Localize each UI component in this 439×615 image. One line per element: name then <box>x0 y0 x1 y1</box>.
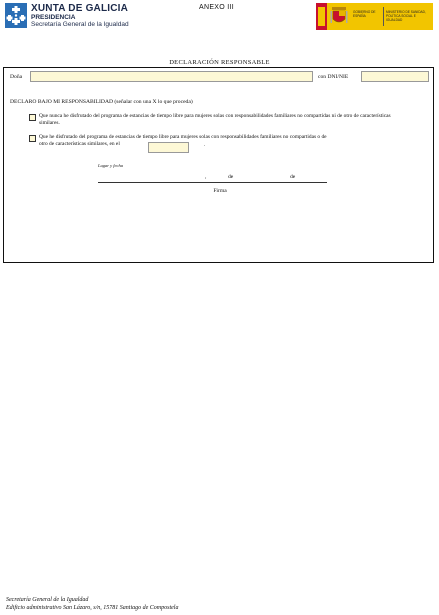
footer-org: Secretaría General de la Igualdad <box>6 597 89 603</box>
government-text: GOBIERNO DE ESPAÑA <box>353 10 376 18</box>
spain-flag-stripe <box>318 7 325 26</box>
ministry-text: MINISTERIO DE SANIDAD, POLÍTICA SOCIAL E IGUALDAD <box>386 10 426 22</box>
dni-label: con DNI/NIE <box>318 74 349 80</box>
signature-comma: , <box>205 174 207 180</box>
option-enjoyed-period: . <box>204 142 206 148</box>
option-enjoyed-text-continued: otro de características similares, en el <box>39 141 120 147</box>
dona-label: Doña <box>10 74 23 80</box>
signature-label: Firma <box>213 188 227 194</box>
xunta-name: XUNTA DE GALICIA <box>31 3 129 14</box>
signature-line <box>98 182 327 183</box>
form-title: DECLARACIÓN RESPONSABLE <box>169 59 270 66</box>
signature-de-2: de <box>290 174 296 180</box>
dni-nie-input[interactable] <box>361 71 429 82</box>
year-input[interactable] <box>148 142 189 153</box>
option-never-enjoyed-checkbox[interactable] <box>29 114 36 121</box>
option-enjoyed-checkbox[interactable] <box>29 135 36 142</box>
logo-divider <box>383 7 384 26</box>
place-date-label: Lugar y fecha <box>98 163 123 168</box>
footer-address: Edificio administrativo San Lázaro, s/n, 15781 Santiago de Compostela <box>6 605 179 611</box>
dona-name-input[interactable] <box>30 71 313 82</box>
declaration-statement: DECLARO BAJO MI RESPONSABILIDAD (señalar con una X lo que proceda) <box>10 99 193 105</box>
declaration-form-box <box>3 67 434 263</box>
annex-title: ANEXO III <box>199 4 234 11</box>
spain-coat-of-arms-icon <box>330 6 348 26</box>
department: PRESIDENCIA <box>31 14 76 21</box>
subdepartment: Secretaría General de la Igualdad <box>31 21 129 28</box>
option-enjoyed-text: Que he disfrutado del programa de estancias de tiempo libre para mujeres solas con responsabilidades familiares no compartidas o de <box>39 134 327 140</box>
signature-de-1: de <box>228 174 234 180</box>
option-never-enjoyed-text: Que nunca he disfrutado del programa de estancias de tiempo libre para mujeres solas con responsabilidades familiares no compartidas ni de otro de características similares. <box>39 113 391 126</box>
xunta-cross-logo-icon <box>5 3 27 28</box>
